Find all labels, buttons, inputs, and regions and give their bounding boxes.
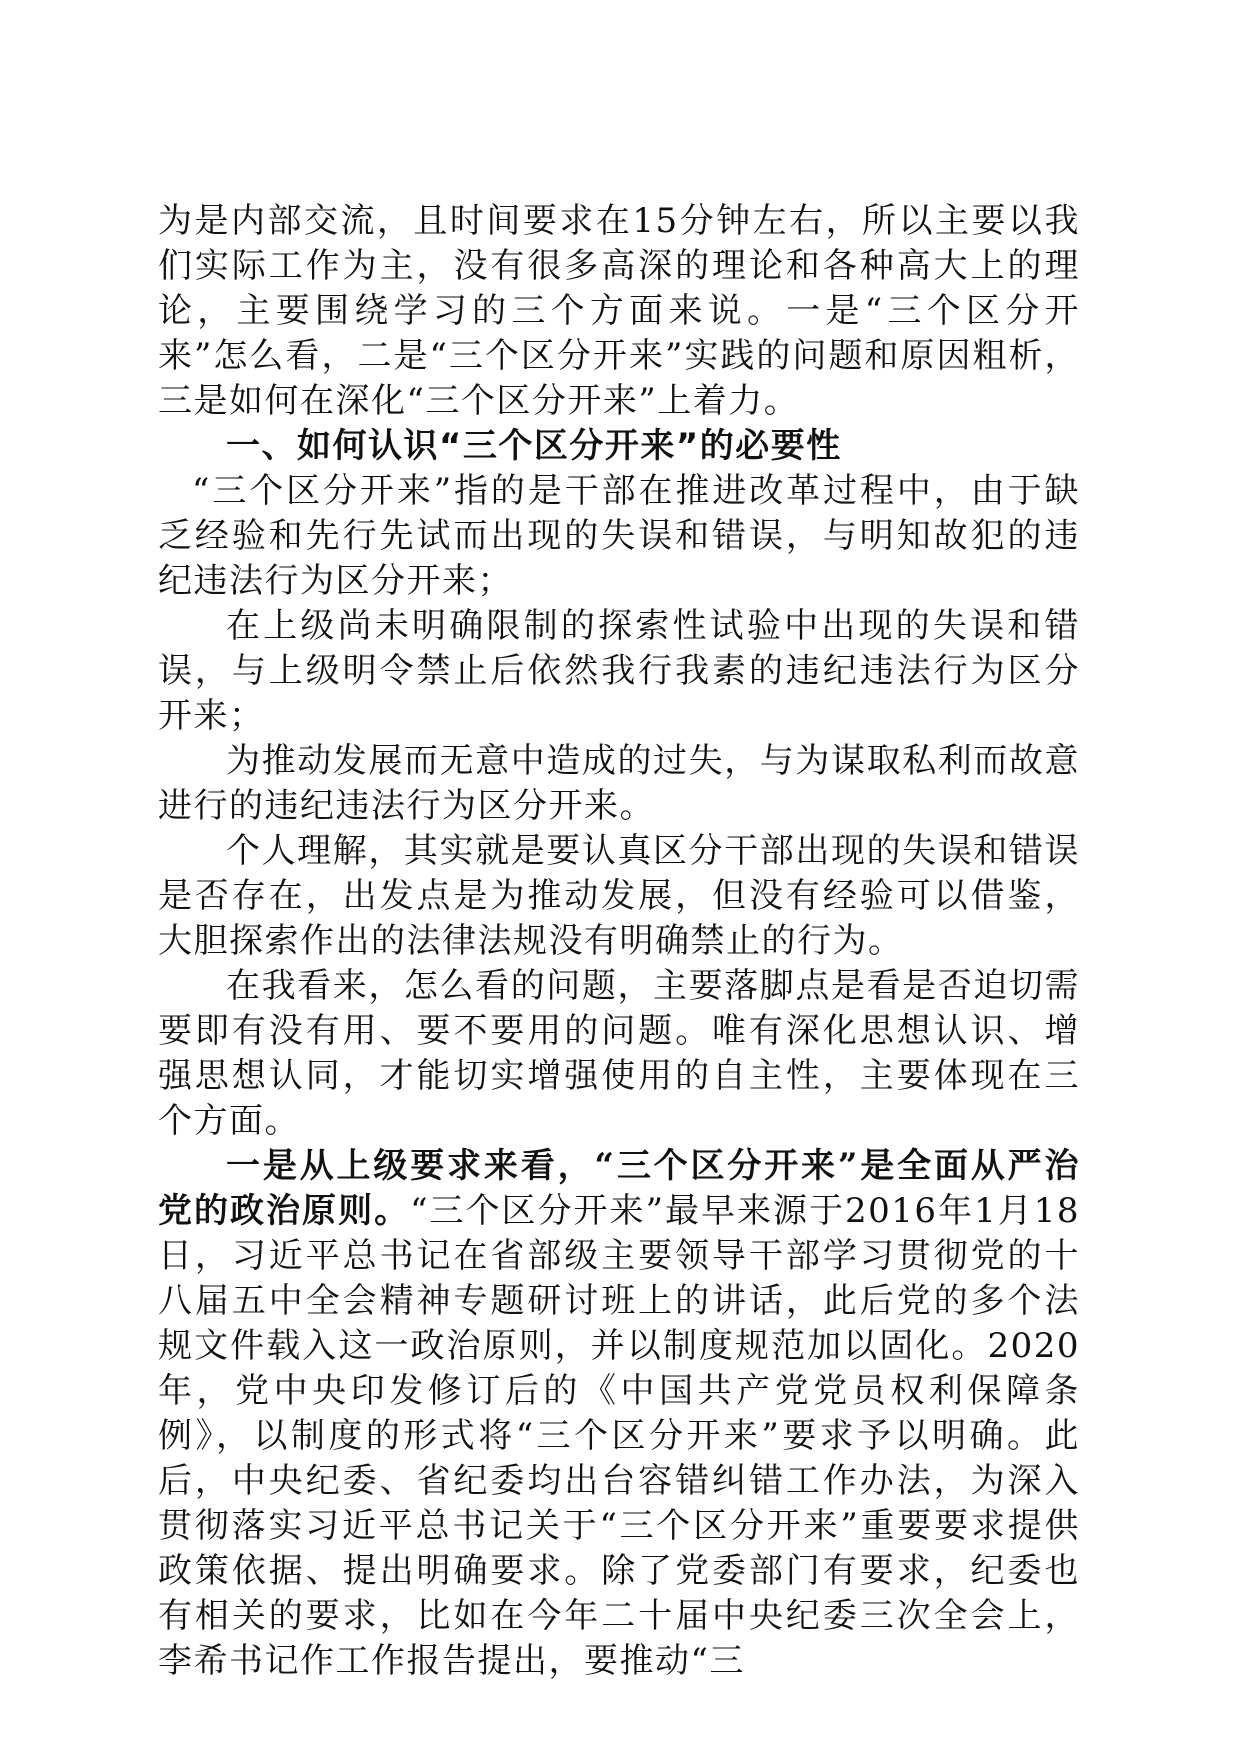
first-point-body: “三个区分开来”最早来源于2016年1月18日，习近平总书记在省部级主要领导干部学习贯彻党的十八届五中全会精神专题研讨班上的讲话，此后党的多个法规文件载入这一政治原则，并以制度规范加以固化。2020年，党中央印发修订后的《中国共产党党员权利保障条例》，以制度的形式将“三个区分开来”要求予以明确。此后，中央纪委、省纪委均出台容错纠错工作办法，为深入贯彻落实习近平总书记关于“三个区分开来”重要要求提供政策依据、提出明确要求。除了党委部门有要求，纪委也有相关的要求，比如在今年二十届中央纪委三次全会上，李希书记作工作报告提出，要推动“三	[158, 1191, 1081, 1681]
definition-paragraph-1: “三个区分开来”指的是干部在推进改革过程中，由于缺乏经验和先行先试而出现的失误和错误，与明知故犯的违纪违法行为区分开来；	[158, 471, 1080, 601]
intro-paragraph: 为是内部交流，且时间要求在15分钟左右，所以主要以我们实际工作为主，没有很多高深的理论和各种高大上的理论，主要围绕学习的三个方面来说。一是“三个区分开来”怎么看，二是“三个区分开来”实践的问题和原因粗析，三是如何在深化“三个区分开来”上着力。	[158, 201, 1080, 421]
section-heading: 一、如何认识“三个区分开来”的必要性	[226, 426, 842, 466]
definition-paragraph-2: 在上级尚未明确限制的探索性试验中出现的失误和错误，与上级明令禁止后依然我行我素的违纪违法行为区分开来；	[158, 606, 1080, 736]
first-point-paragraph	[158, 1144, 1080, 1684]
viewpoint-paragraph: 在我看来，怎么看的问题，主要落脚点是看是否迫切需要即有没有用、要不要用的问题。唯有深化思想认识、增强思想认同，才能切实增强使用的自主性，主要体现在三个方面。	[158, 966, 1080, 1141]
understanding-paragraph: 个人理解，其实就是要认真区分干部出现的失误和错误是否存在，出发点是为推动发展，但没有经验可以借鉴，大胆探索作出的法律法规没有明确禁止的行为。	[158, 831, 1080, 961]
document-page	[158, 199, 1080, 1684]
first-point-lead: 一是从上级要求来看，“三个区分开来”是全面从严治党的政治原则。	[158, 1146, 1080, 1231]
definition-paragraph-3: 为推动发展而无意中造成的过失，与为谋取私利而故意进行的违纪违法行为区分开来。	[158, 741, 1080, 826]
